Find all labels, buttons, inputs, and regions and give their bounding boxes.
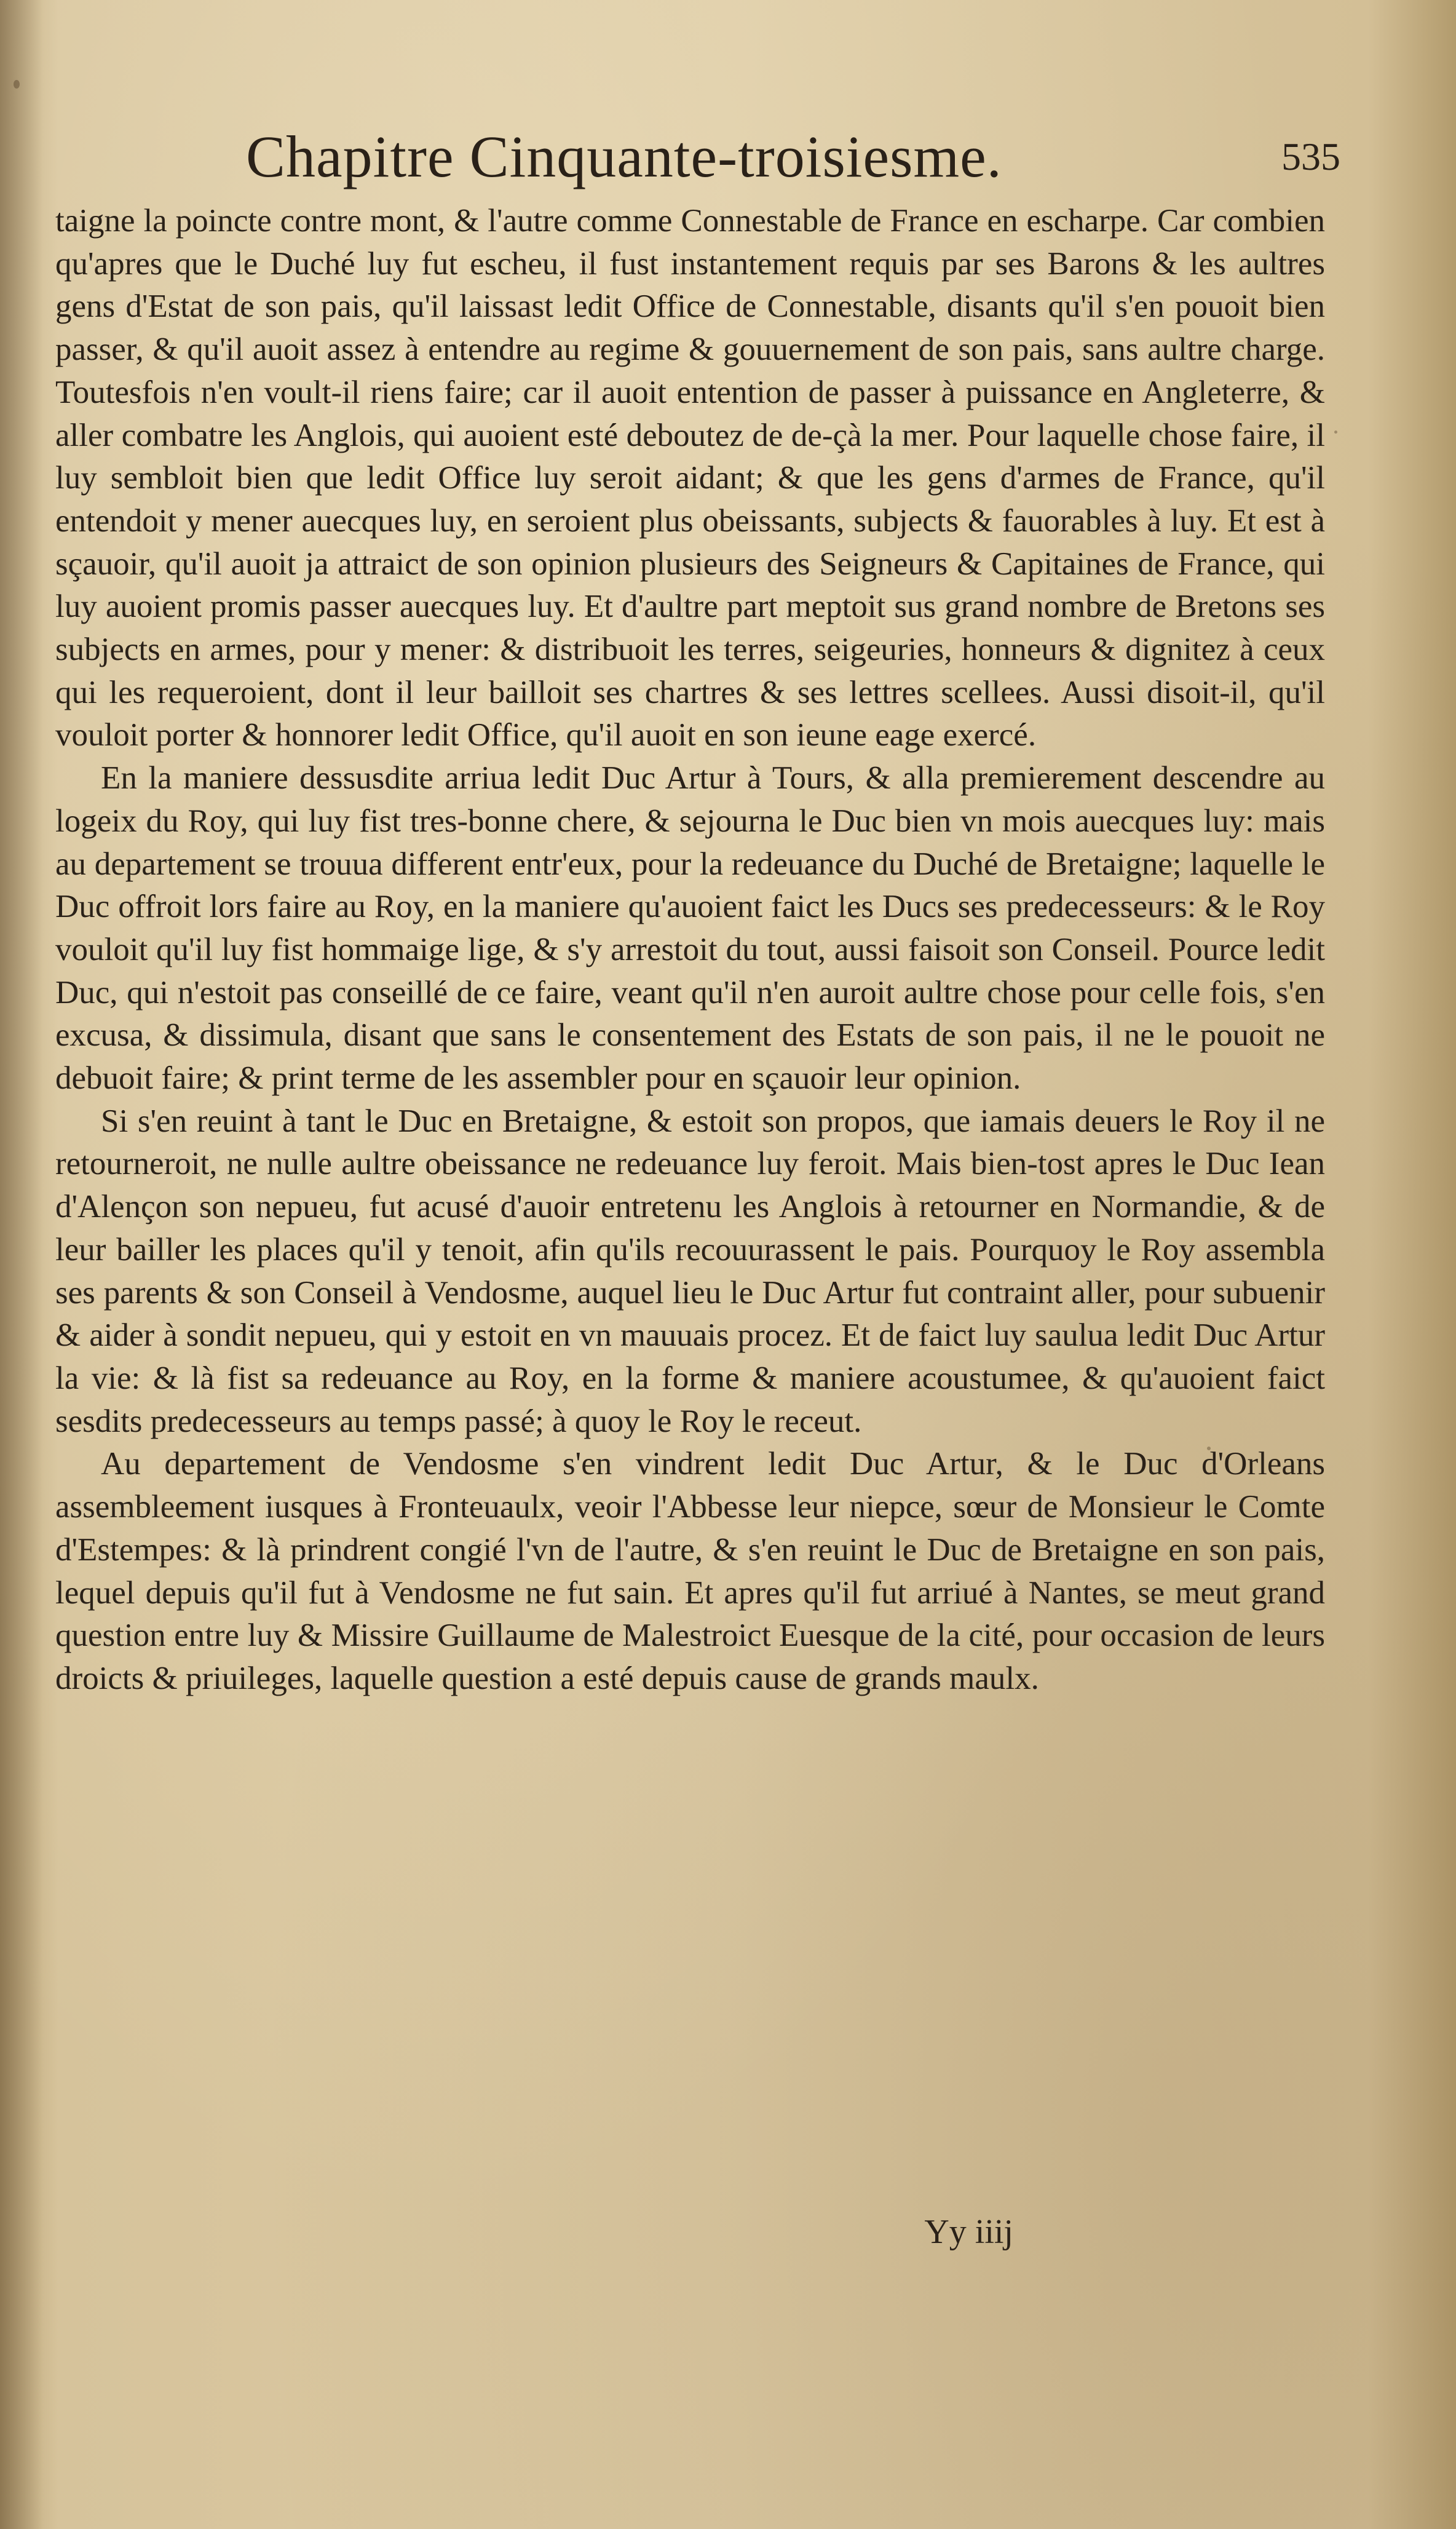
paragraph-1: taigne la poincte contre mont, & l'autre comme Connestable de France en escharpe. Car combien qu'apres que le Duché luy fut escheu, il fust instantement requis par ses Barons & les aultres gens d'Estat de son pais, qu'il laissast ledit Office de Connestable, disants qu'il s'en pouoit bien passer, & qu'il auoit assez à entendre au regime & gouuernement de son pais, sans aultre charge. Toutesfois n'en voult-il riens faire; car il auoit entention de passer à puissance en Angleterre, & aller combatre les Anglois, qui auoient esté deboutez de de-çà la mer. Pour laquelle chose faire, il luy sembloit bien que ledit Office luy seroit aidant; & que les gens d'armes de France, qu'il entendoit y mener auecques luy, en seroient plus obeissants, subjects & fauorables à luy. Et est à sçauoir, qu'il auoit ja attraict de son opinion plusieurs des Seigneurs & Capitaines de France, qui luy auoient promis passer auecques luy. Et d'aultre part meptoit sus grand nombre de Bretons ses subjects en armes, pour y mener: & distribuoit les terres, seigeuries, honneurs & dignitez à ceux qui les requeroient, dont il leur bailloit ses chartres & ses lettres scellees. Aussi disoit-il, qu'il vouloit porter & honnorer ledit Office, qu'il auoit en son ieune eage exercé. [55,203,1325,753]
paragraph-3: Si s'en reuint à tant le Duc en Bretaigne, & estoit son propos, que iamais deuers le Roy il ne retourneroit, ne nulle aultre obeissance ne redeuance luy feroit. Mais bien-tost apres le Duc Iean d'Alençon son nepueu, fut acusé d'auoir entretenu les Anglois à retourner en Normandie, & de leur bailler les places qu'il y tenoit, afin qu'ils recouurassent le pais. Pourquoy le Roy assembla ses parents & son Conseil à Vendosme, auquel lieu le Duc Artur fut contraint aller, pour subuenir & aider à sondit nepueu, qui y estoit en vn mauuais procez. Et de faict luy saulua ledit Duc Artur la vie: & là fist sa redeuance au Roy, en la forme & maniere acoustumee, & qu'auoient faict sesdits predecesseurs au temps passé; à quoy le Roy le receut. [55,1103,1325,1439]
paper-speck [14,80,20,89]
paragraph-2: En la maniere dessusdite arriua ledit Duc Artur à Tours, & alla premierement descendre au logeix du Roy, qui luy fist tres-bonne chere, & sejourna le Duc bien vn mois auecques luy: mais au departement se trouua different entr'eux, pour la redeuance du Duché de Bretaigne; laquelle le Duc offroit lors faire au Roy, en la maniere qu'auoient faict les Ducs ses predecesseurs: & le Roy vouloit qu'il luy fist hommaige lige, & s'y arrestoit du tout, aussi faisoit son Conseil. Pource ledit Duc, qui n'estoit pas conseillé de ce faire, veant qu'il n'en auroit aultre chose pour celle fois, s'en excusa, & dissimula, disant que sans le consentement des Estats de son pais, il ne le pouoit ne debuoit faire; & print terme de les assembler pour en sçauoir leur opinion. [55,760,1325,1097]
body-text [55,200,1325,1701]
page-header [246,120,1340,200]
paper-speck [1334,431,1337,434]
gutter-shadow [0,0,43,2529]
paragraph-4: Au departement de Vendosme s'en vindrent ledit Duc Artur, & le Duc d'Orleans assembleement iusques à Fronteuaulx, veoir l'Abbesse leur niepce, sœur de Monsieur le Comte d'Estempes: & là prindrent congié l'vn de l'autre, & s'en reuint le Duc de Bretaigne en son pais, lequel depuis qu'il fut à Vendosme ne fut sain. Et apres qu'il fut arriué à Nantes, se meut grand question entre luy & Missire Guillaume de Malestroict Euesque de la cité, pour occasion de leurs droicts & priuileges, laquelle question a esté depuis cause de grands maulx. [55,1446,1325,1696]
paper-speck [1207,1447,1211,1450]
running-title: Chapitre Cinquante-troisiesme. [246,124,1002,189]
page-number: 535 [1281,135,1340,178]
signature-mark: Yy iiij [924,2213,1013,2251]
